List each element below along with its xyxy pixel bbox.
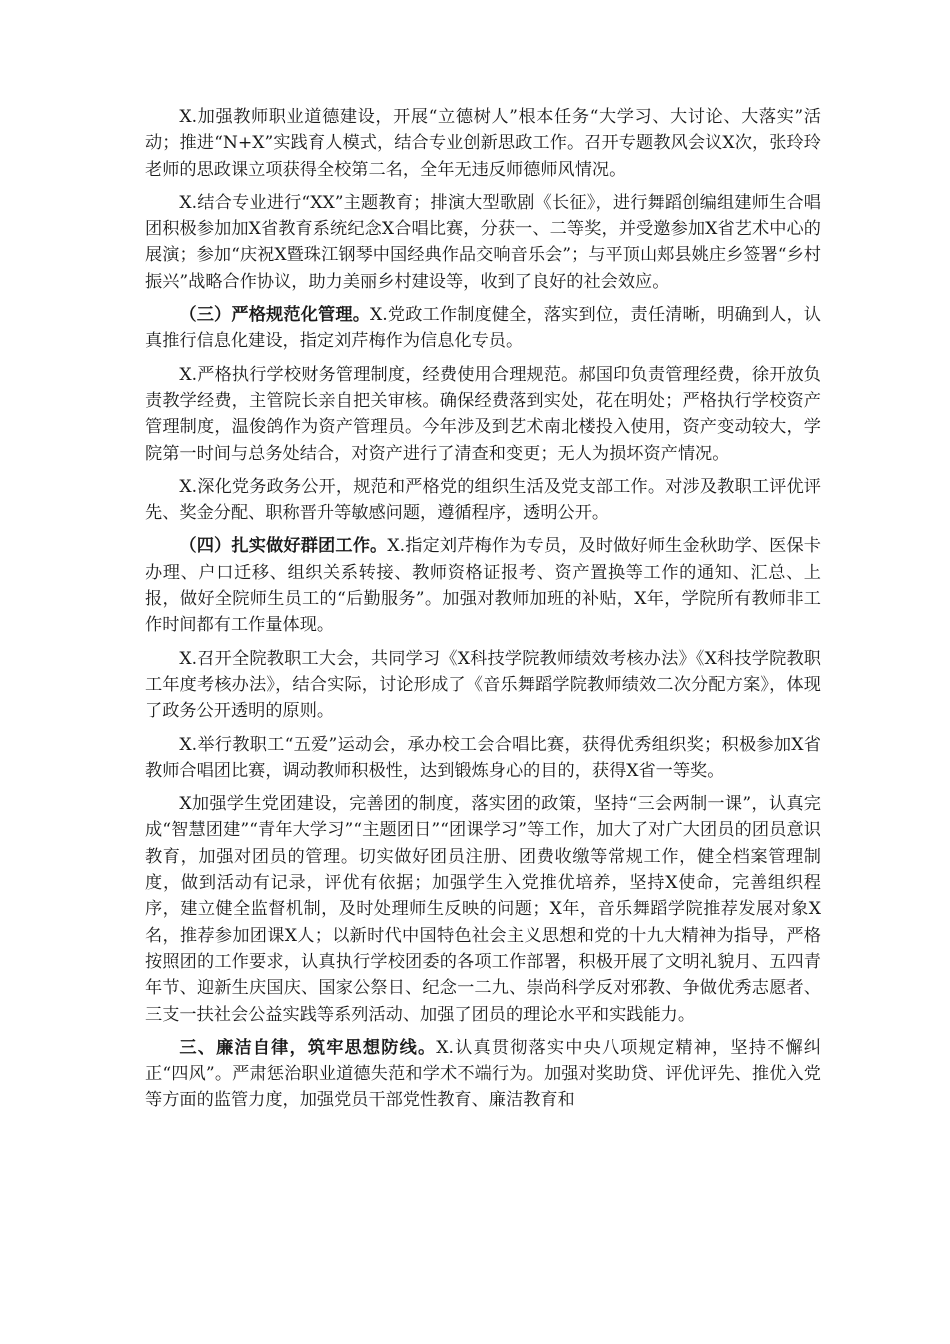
paragraph-youth-league bbox=[145, 791, 821, 1028]
paragraph-text: X.结合专业进行“XX”主题教育；排演大型歌剧《长征》，进行舞蹈创编组建师生合唱团积极参加加X省教育系统纪念X合唱比赛，分获一、二等奖，并受邀参加X省艺术中心的展演；参加“庆祝X暨珠江钢琴中国经典作品交响音乐会”；与平顶山郏县姚庄乡签署“乡村振兴”战略合作协议，助力美丽乡村建设等，收到了良好的社会效应。 bbox=[145, 192, 821, 292]
paragraph-text: X加强学生党团建设，完善团的制度，落实团的政策，坚持“三会两制一课”，认真完成“智慧团建”“青年大学习”“主题团日”“团课学习”等工作，加大了对广大团员的团员意识教育，加强对团员的管理。切实做好团员注册、团费收缴等常规工作，健全档案管理制度，做到活动有记录，评优有依据；加强学生入党推优培养，坚持X使命，完善组织程序，建立健全监督机制，及时处理师生反映的问题；X年，音乐舞蹈学院推荐发展对象X名，推荐参加团课X人；以新时代中国特色社会主义思想和党的十九大精神为指导，严格按照团的工作要求，认真执行学校团委的各项工作部署，积极开展了文明礼貌月、五四青年节、迎新生庆国庆、国家公祭日、纪念一二九、崇尚科学反对邪教、争做优秀志愿者、三支一扶社会公益实践等系列活动、加强了团员的理论水平和实践能力。 bbox=[145, 794, 821, 1025]
paragraph-text: X.召开全院教职工大会，共同学习《X科技学院教师绩效考核办法》《X科技学院教职工年度考核办法》，结合实际，讨论形成了《音乐舞蹈学院教师绩效二次分配方案》，体现了政务公开透明的原则。 bbox=[145, 648, 821, 722]
paragraph-text: X.深化党务政务公开，规范和严格党的组织生活及党支部工作。对涉及教职工评优评先、奖金分配、职称晋升等敏感问题，遵循程序，透明公开。 bbox=[145, 476, 821, 524]
paragraph-staff-congress bbox=[145, 646, 821, 725]
paragraph-text: X.举行教职工“五爱”运动会，承办校工会合唱比赛，获得优秀组织奖；积极参加X省教师合唱团比赛，调动教师积极性，达到锻炼身心的目的，获得X省一等奖。 bbox=[145, 734, 821, 781]
section-heading: （四）扎实做好群团工作。 bbox=[179, 536, 388, 557]
paragraph-finance-management bbox=[145, 362, 821, 467]
section-heading: （三）严格规范化管理。 bbox=[179, 305, 371, 326]
paragraph-text: X.指定刘芹梅作为专员，及时做好师生金秋助学、医保卡办理、户口迁移、组织关系转接、教师资格证报考、资产置换等工作的通知、汇总、上报，做好全院师生员工的“后勤服务”。加强对教师加班的补贴，X年，学院所有教师非工作时间都有工作量体现。 bbox=[145, 536, 821, 636]
paragraph-text: X.认真贯彻落实中央八项规定精神，坚持不懈纠正“四风”。严肃惩治职业道德失范和学术不端行为。加强对奖助贷、评优评先、推优入党等方面的监管力度，加强党员干部党性教育、廉洁教育和 bbox=[145, 1037, 821, 1111]
paragraph-mass-organizations bbox=[145, 533, 821, 638]
section-heading: 三、廉洁自律，筑牢思想防线。 bbox=[179, 1037, 437, 1058]
paragraph-integrity bbox=[145, 1035, 821, 1114]
paragraph-teacher-ethics bbox=[145, 104, 821, 183]
paragraph-sports-meeting bbox=[145, 732, 821, 785]
paragraph-text: X.党政工作制度健全，落实到位，责任清晰，明确到人，认真推行信息化建设，指定刘芹梅作为信息化专员。 bbox=[145, 305, 821, 352]
paragraph-text: X.严格执行学校财务管理制度，经费使用合理规范。郝国印负责管理经费，徐开放负责教学经费，主管院长亲自把关审核。确保经费落到实处，花在明处；严格执行学校资产管理制度，温俊鸽作为资产管理员。今年涉及到艺术南北楼投入使用，资产变动较大，学院第一时间与总务处结合，对资产进行了清查和变更；无人为损坏资产情况。 bbox=[145, 364, 821, 464]
paragraph-affairs-openness bbox=[145, 474, 821, 527]
document-body bbox=[145, 104, 821, 1121]
paragraph-text: X.加强教师职业道德建设，开展“立德树人”根本任务“大学习、大讨论、大落实”活动；推进“N+X”实践育人模式，结合专业创新思政工作。召开专题教风会议X次，张玲玲老师的思政课立项获得全校第二名，全年无违反师德师风情况。 bbox=[145, 107, 821, 180]
paragraph-standardized-management bbox=[145, 302, 821, 355]
paragraph-theme-education bbox=[145, 190, 821, 295]
